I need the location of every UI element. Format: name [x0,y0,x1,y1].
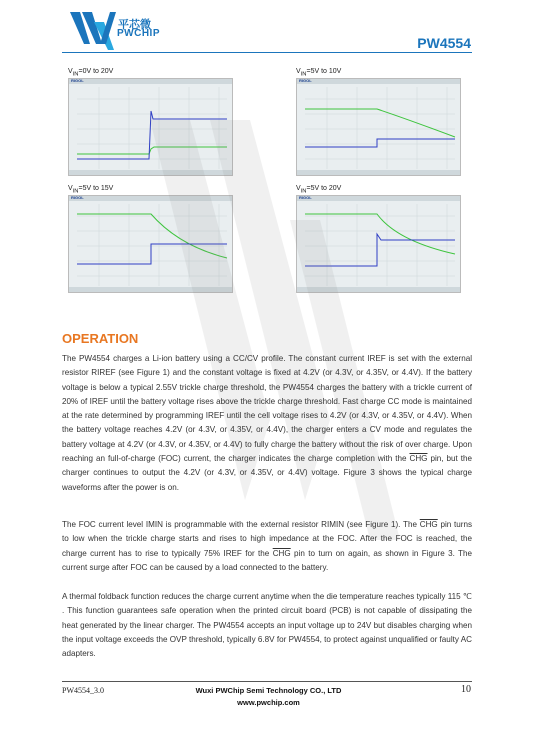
scope-caption-2: $V_{IN}=5V$ to 10V [296,68,342,78]
chg-pin-label: $\overline{CHG}$ [272,548,291,558]
part-number: PW4554 [417,35,471,51]
footer-divider [62,681,472,682]
logo-english-text: PWCHIP [117,28,160,39]
company-name: Wuxi PWChip Semi Technology CO., LTD [195,686,342,695]
logo-chinese-text: 平芯微 [118,18,151,31]
company-url: www.pwchip.com [237,698,300,707]
scope-brand-4: RIGOL [299,195,312,200]
paragraph-1: The PW4554 charges a Li-ion battery using a CC/CV profile. The constant current IREF is set with the external resistor RIREF (see Figure 1) and the constant voltage is fixed at 4.2V (or 4.3V, or 4.35V, or 4.4V). If the battery voltage is below a typical 2.55V trickle charge threshold, the PW4554 charges the battery with a trickle current of 20% of IREF until the battery voltage rises above the trickle charge threshold. Fast charge CC mode is maintained at the rate determined by programming IREF until the cell voltage rises to 4.2V (or 4.3V, or 4.35V, or 4.4V). When the battery voltage reaches 4.2V (or 4.3V, or 4.35V, or 4.4V), the charger enters a CV mode and regulates the battery voltage at 4.2V (or 4.3V, or 4.35V, or 4.4V) to fully charge the battery without the risk of over charge. Upon reaching an full-of-charge (FOC) current, the charger indicates the charge completion with the $\overline{CHG}$ pin, but the charger continues to output the 4.2V (or 4.3V, or 4.35V, or 4.4V) voltage. Figure 3 shows the typical charge waveforms after the power is on. [62,354,472,492]
document-id: PW4554_3.0 [62,686,104,695]
chg-pin-label: $\overline{CHG}$ [419,520,438,529]
header-divider [62,52,472,53]
scope-caption-1: $V_{IN}=0V$ to 20V [68,68,114,78]
paragraph-3: A thermal foldback function reduces the charge current anytime when the die temperature reaches typically 115 ℃ . This function guarantees safe operation when the printed circuit board (PCB) is not capable of dissipating the heat generated by the linear charger. The PW4554 accepts an input voltage up to 24V but disables charging when the input voltage exceeds the OVP threshold, typically 6.8V for PW4554, to protect against unqualified or faulty AC adapters. [62,592,472,659]
scope-brand-2: RIGOL [299,78,312,83]
section-title: OPERATION [62,331,139,346]
scope-brand-3: RIGOL [71,195,84,200]
paragraph-2: The FOC current level IMIN is programmable with the external resistor RIMIN (see Figure 1). The $\overline{CHG}$ pin turns to low when the trickle charge starts and rises to high impedance at the FOC. After the FOC is reached, the charge current has to rise to typically 75% IREF for the $\overline{CHG}$ pin to turn on again, as shown in Figure 3. The current surge after FOC can be caused by a load connected to the battery. [62,520,473,572]
scope-caption-4: $V_{IN}=5V$ to 20V [296,185,342,195]
scope-caption-3: $V_{IN}=5V$ to 15V [68,185,114,195]
scope-brand-1: RIGOL [71,78,84,83]
page-number: 10 [461,684,471,695]
chg-pin-label: $\overline{CHG}$ [409,454,428,464]
